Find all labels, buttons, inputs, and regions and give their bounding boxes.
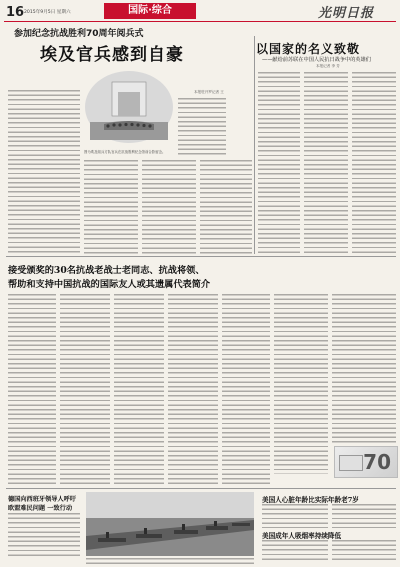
- masthead-logo: 光明日报: [318, 6, 375, 21]
- anniversary-number: 70: [363, 450, 391, 474]
- right-text-col2: [304, 72, 348, 254]
- right-byline: 本报记者 李 芳: [316, 64, 340, 68]
- lead-text-col3: [142, 160, 196, 254]
- honor-text-col2: [60, 294, 110, 486]
- honor-text-col7: [332, 294, 396, 444]
- section-rule: [6, 256, 396, 257]
- section-label: 国际·综合: [104, 3, 196, 19]
- bottom-left-title-line1: 德国向西班牙领导人呼吁: [8, 496, 77, 503]
- honor-text-col3: [114, 294, 164, 486]
- harbor-photo: [86, 492, 254, 556]
- lead-text-col4: [200, 160, 252, 254]
- page-number: 16: [6, 5, 25, 20]
- lead-photo: [84, 70, 174, 144]
- bottom-rule: [6, 488, 396, 489]
- memorial-photo-icon: [84, 70, 174, 144]
- right-subtitle: ——献给前苏联在中国人民抗日战争中的英雄们: [262, 57, 371, 63]
- bottom-left-title-line2: 欧盟难民问题 一致行动: [8, 505, 73, 512]
- bottom-right-title-1: 美国人心脏年龄比实际年龄老7岁: [262, 496, 359, 504]
- bottom-right-text-2a: [262, 540, 328, 562]
- header-rule: [4, 21, 396, 22]
- honor-text-col4: [168, 294, 218, 486]
- right-text-col3: [352, 72, 396, 254]
- right-text-col1: [258, 72, 300, 254]
- lead-text-col1: [8, 90, 80, 254]
- column-divider: [254, 36, 255, 254]
- lead-byline: 本报驻开罗记者 王: [194, 90, 224, 94]
- bottom-right-text-1a: [262, 504, 328, 528]
- honor-text-col6: [274, 294, 328, 474]
- bottom-right-text-2b: [332, 540, 396, 562]
- lead-title: 埃及官兵感到自豪: [40, 45, 184, 65]
- bottom-right-text-1b: [332, 504, 396, 528]
- honor-title-line2: 帮助和支持中国抗战的国际友人或其遗属代表简介: [8, 279, 211, 290]
- lead-photo-caption: 图为埃及阅兵方队官兵在抗战胜利纪念馆前合影留念。: [84, 150, 166, 154]
- bottom-right-title-2: 美国成年人吸烟率持续降低: [262, 532, 342, 540]
- honor-text-col5: [222, 294, 270, 486]
- bottom-left-text: [8, 513, 80, 557]
- lead-text-col2: [84, 160, 138, 254]
- right-title: 以国家的名义致敬: [256, 42, 361, 56]
- anniversary-badge: [334, 446, 398, 478]
- lead-text-col3-top: [178, 98, 226, 156]
- lead-subtitle: 参加纪念抗战胜利70周年阅兵式: [14, 29, 144, 39]
- honor-text-col1: [8, 294, 56, 486]
- dateline: 2015年9月5日 星期六: [24, 10, 71, 15]
- harbor-photo-caption: [86, 558, 254, 566]
- honor-title-line1: 接受颁奖的30名抗战老战士老同志、抗战将领、: [8, 265, 205, 276]
- badge-emblem-icon: [339, 455, 363, 471]
- harbor-photo-icon: [86, 492, 254, 556]
